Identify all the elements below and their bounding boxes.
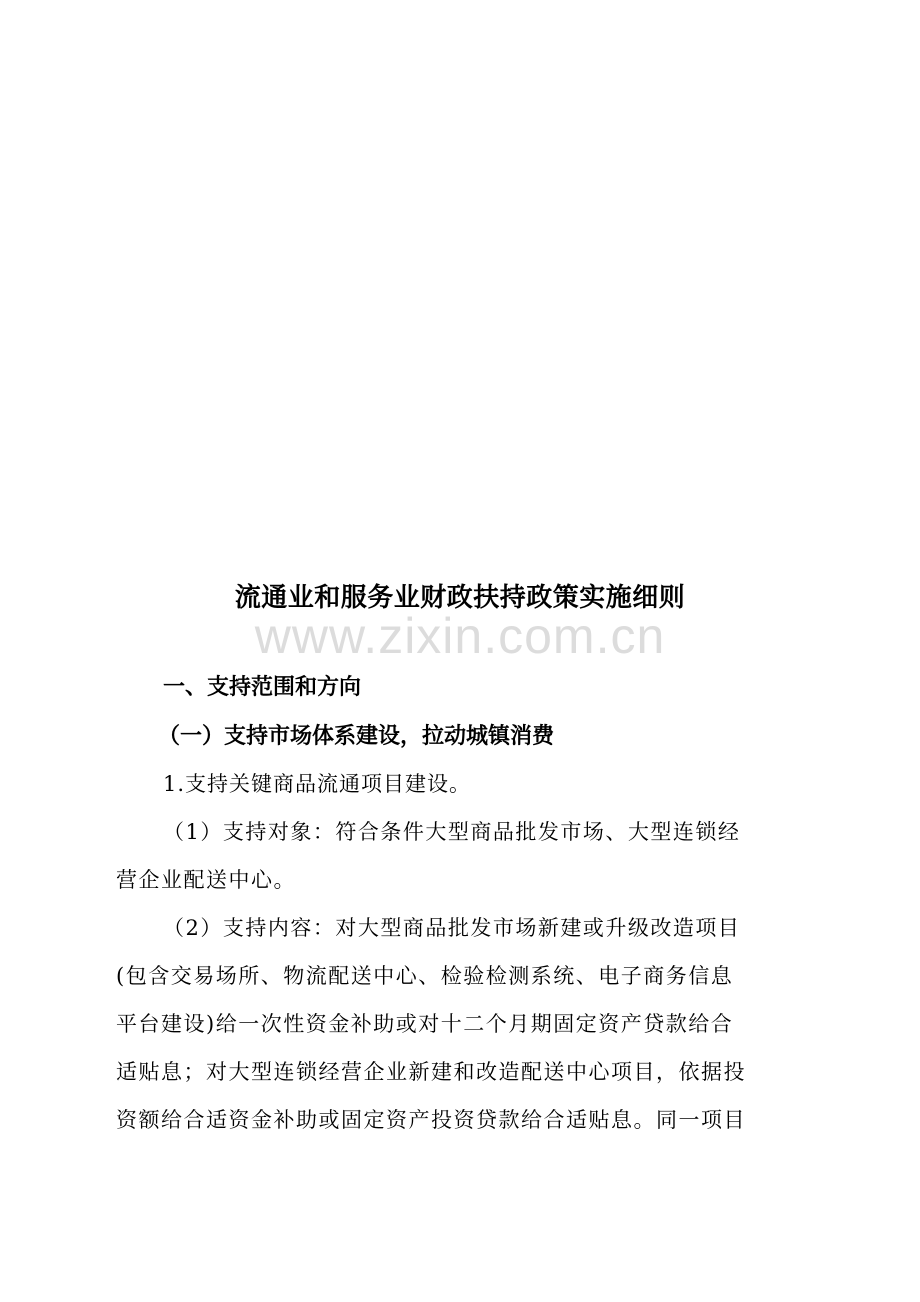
paragraph-line: （2）支持内容：对大型商品批发市场新建或升级改造项目: [163, 916, 741, 940]
document-title: 流通业和服务业财政扶持政策实施细则: [234, 583, 686, 613]
item-heading: 1.支持关键商品流通项目建设。: [163, 772, 472, 796]
watermark: www.zixin.com.cn: [254, 608, 666, 664]
paragraph-line: （1）支持对象：符合条件大型商品批发市场、大型连锁经: [163, 820, 741, 844]
paragraph-line: 资额给合适资金补助或固定资产投资贷款给合适贴息。同一项目: [116, 1108, 746, 1132]
section-heading: 一、支持范围和方向: [163, 675, 362, 700]
subsection-heading: （一）支持市场体系建设，拉动城镇消费: [158, 724, 555, 749]
paragraph-line: 营企业配送中心。: [116, 868, 296, 892]
paragraph-line: 平台建设)给一次性资金补助或对十二个月期固定资产贷款给合: [116, 1012, 734, 1036]
paragraph-line: 适贴息；对大型连锁经营企业新建和改造配送中心项目，依据投: [116, 1060, 746, 1084]
paragraph-line: (包含交易场所、物流配送中心、检验检测系统、电子商务信息: [116, 964, 734, 988]
